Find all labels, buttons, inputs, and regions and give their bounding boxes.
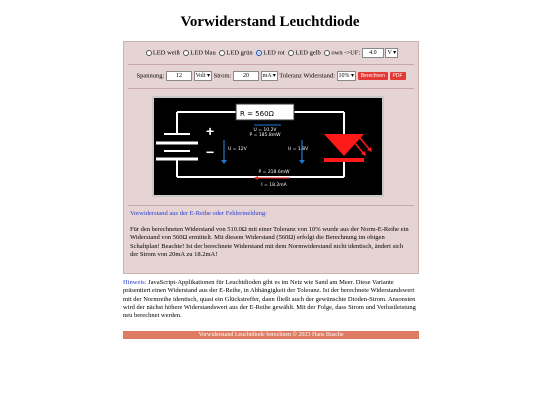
- minus-sign: −: [206, 144, 215, 160]
- led-type-row: [124, 48, 418, 58]
- strom-label: Strom:: [213, 72, 232, 80]
- radio-led-rot[interactable]: [256, 50, 262, 56]
- uf-input[interactable]: 4.0: [362, 48, 384, 58]
- page-title: Vorwiderstand Leuchtdiode: [180, 14, 360, 30]
- current-label: I = 18.2mA: [261, 183, 287, 188]
- divider: [128, 205, 414, 206]
- u-source-label: U = 12V: [228, 147, 247, 152]
- toleranz-label: Toleranz Widerstand:: [279, 72, 335, 80]
- plus-sign: +: [206, 123, 215, 139]
- hinweis-text: JavaScript-Applikationen für Leuchtdioden gibt es im Netz wie Sand am Meer. Diese Variante präsentiert einen Widerstand aus der E-Reihe, in Abhängigkeit der Toleranz. Ist der berechnete Widerstandswert mit der Normreihe identisch, quasi ein Glückstreffer, dann fließt auch der gewünschte Dioden-Strom. Ansonsten wird der nächst höhere Widerstandswert aus der E-Reihe gewählt. Mit der Folge, dass Strom und Verlustleistung neu berechnet werden.: [123, 279, 416, 320]
- arrow-head: [221, 160, 227, 164]
- led-icon: [324, 134, 372, 160]
- footer-bar: Vorwiderstand Leuchtdiode berechnen © 2023 Hans Busche: [123, 331, 419, 339]
- radio-label: LED blau: [190, 49, 216, 57]
- circuit-diagram: [152, 96, 384, 197]
- radio-label: LED grün: [226, 49, 253, 57]
- radio-led-own[interactable]: [324, 50, 330, 56]
- hinweis-link[interactable]: Hinweis:: [123, 279, 147, 286]
- pr-label: P = 185.8mW: [249, 133, 281, 138]
- result-heading-link[interactable]: Vorwiderstand aus der E-Reihe oder Fehlermeldung:: [130, 210, 267, 217]
- hinweis-paragraph: [123, 279, 420, 320]
- radio-label: LED weiß: [152, 49, 180, 57]
- result-text: Für den berechneten Widerstand von 510.0Ω mit einer Toleranz von 10% wurde aus der Norm-E-Reihe ein Widerstand von 560Ω ermittelt. Mit diesem Widerstand (560Ω) erfolgt die Berechnung im obigen Schaltplan! Beachte! Ist der berechnete Widerstand mit dem Normwiderstand nicht identisch, ändert sich der Strom von 20mA zu 18.2mA!: [130, 226, 409, 258]
- divider: [128, 64, 414, 65]
- uf-unit-select[interactable]: V ▾: [387, 50, 397, 56]
- resistor-label: R = 560Ω: [240, 110, 274, 118]
- radio-led-gelb[interactable]: [288, 50, 294, 56]
- radio-label: own ->UF:: [331, 49, 361, 57]
- radio-led-gruen[interactable]: [219, 50, 225, 56]
- divider: [128, 88, 414, 89]
- circuit-wires: [177, 112, 344, 177]
- ur-label: U = 10.2V: [253, 128, 277, 133]
- berechnen-button[interactable]: Berechnen: [358, 72, 388, 80]
- input-row: [124, 71, 418, 81]
- radio-led-weiss[interactable]: [146, 50, 152, 56]
- battery-symbol: [156, 134, 198, 159]
- arrow-head: [299, 160, 305, 164]
- calculator-panel: [123, 41, 419, 274]
- spannung-unit-select[interactable]: Volt ▾: [195, 73, 210, 79]
- spannung-label: Spannung:: [136, 72, 165, 80]
- p-total-label: P = 218.6mW: [258, 170, 290, 175]
- strom-unit-select[interactable]: mA ▾: [262, 73, 276, 79]
- radio-led-blau[interactable]: [183, 50, 189, 56]
- toleranz-select[interactable]: 10% ▾: [338, 73, 355, 79]
- radio-label: LED rot: [263, 49, 285, 57]
- radio-label: LED gelb: [295, 49, 321, 57]
- pdf-button[interactable]: PDF: [390, 72, 406, 80]
- spannung-input[interactable]: 12: [166, 71, 192, 81]
- u-led-label: U = 1.8V: [288, 147, 309, 152]
- strom-input[interactable]: 20: [233, 71, 259, 81]
